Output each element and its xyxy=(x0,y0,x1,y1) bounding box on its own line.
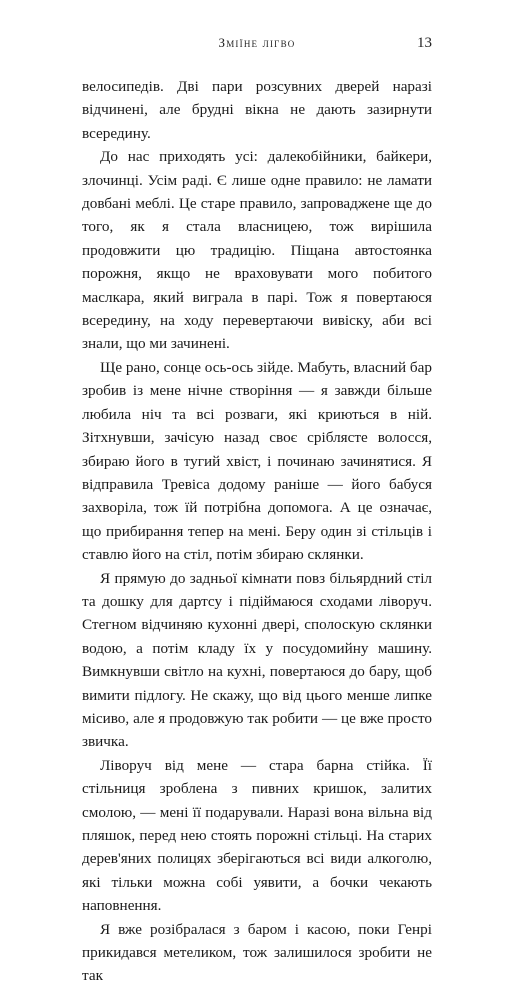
page-number: 13 xyxy=(417,35,432,51)
running-title: Зміїне лігво xyxy=(218,35,296,50)
paragraph: Я вже розібралася з баром і касою, поки Генрі прикидався метеликом, тож залишилося зробити не так xyxy=(82,920,432,985)
running-head xyxy=(82,34,432,56)
paragraph: До нас приходять усі: далекобійники, байкери, злочинці. Усім раді. Є лише одне правило: не ламати довбані меблі. Це старе правило, запроваджене ще до того, як я стала власницею, тож вирішила продовжити цю традицію. Піщана автостоянка порожня, якщо не враховувати мого побитого маслкара, який виграла в парі. Тож я повертаюся всередину, на ходу перевертаючи вивіску, аби всі знали, що ми зачинені. xyxy=(82,148,432,353)
paragraph: Я прямую до задньої кімнати повз більярдний стіл та дошку для дартсу і підіймаюся сходами ліворуч. Стегном відчиняю кухонні двері, сполоскую склянки водою, а потім кладу їх у посудомийну машину. Вимкнувши світло на кухні, повертаюся до бару, щоб вимити підлогу. Не скажу, що від цього менше липке місиво, але я продовжую так робити — це вже просто звичка. xyxy=(82,569,432,751)
paragraph: Ще рано, сонце ось-ось зійде. Мабуть, власний бар зробив із мене нічне створіння — я завжди більше любила ніч та всі розваги, які криються в ній. Зітхнувши, зачісую назад своє сріблясте волосся, збираю його в тугий хвіст, і починаю зачинятися. Я відправила Тревіса додому раніше — його бабуся захворіла, тож їй потрібна допомога. А це означає, що прибирання тепер на мені. Беру один зі стільців і ставлю його на стіл, потім збираю склянки. xyxy=(82,358,432,564)
body-text xyxy=(82,75,432,988)
paragraph-continued: велосипедів. Дві пари розсувних дверей наразі відчинені, але брудні вікна не дають зазирнути всередину. xyxy=(82,78,432,142)
paragraph: Ліворуч від мене — стара барна стійка. Її стільниця зроблена з пивних кришок, залитих смолою, — мені її подарували. Наразі вона вільна від пляшок, перед нею стоять порожні стільці. На старих дерев'яних полицях зберігаються всі види алкоголю, які тільки можна собі уявити, а бочки чекають наповнення. xyxy=(82,756,432,915)
